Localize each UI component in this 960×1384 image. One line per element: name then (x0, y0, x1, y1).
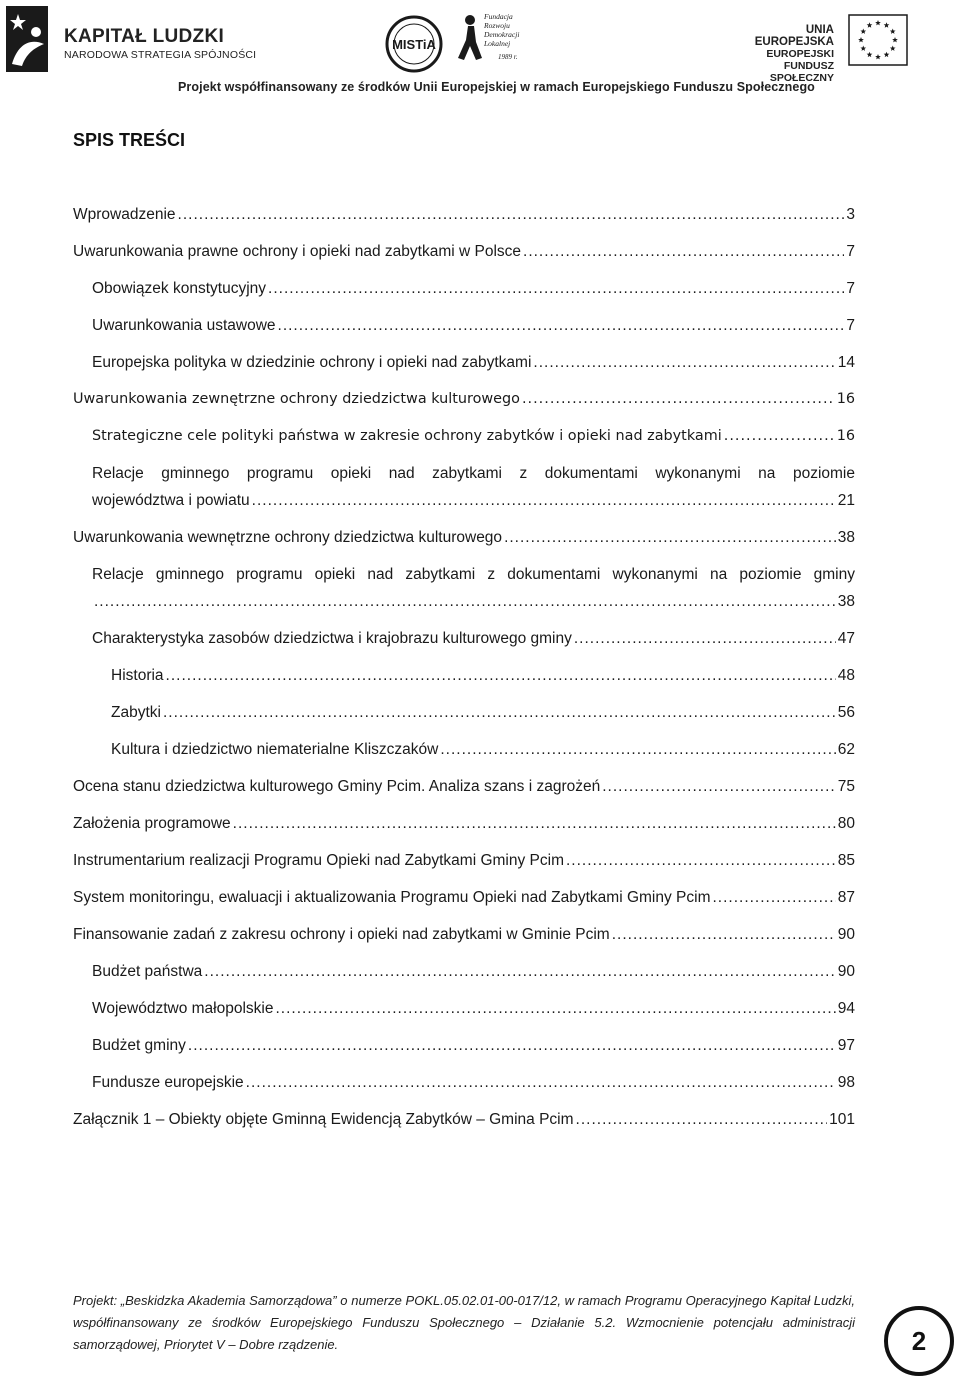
eu-star-icon (867, 22, 873, 27)
toc-entry-voivodeship[interactable] (92, 1000, 855, 1018)
toc-entry-page: 38 (837, 529, 855, 546)
eu-star-icon (890, 46, 896, 51)
toc-entry-page: 101 (829, 1111, 855, 1128)
eu-star-icon (892, 37, 898, 42)
toc-entry-monuments[interactable] (111, 704, 855, 722)
toc-leader-dots (523, 243, 844, 261)
toc-entry-instruments[interactable] (73, 852, 855, 870)
toc-entry-page: 90 (837, 926, 855, 943)
toc-entry-strategic-goals[interactable] (92, 428, 855, 444)
toc-entry-european-funds[interactable] (92, 1074, 855, 1092)
toc-entry-title: Kultura i dziedzictwo niematerialne Kliszczaków (111, 741, 439, 758)
eu-star-icon (884, 52, 890, 57)
toc-entry-title: Ocena stanu dziedzictwa kulturowego Gminy Pcim. Analiza szans i zagrożeń (73, 778, 601, 795)
toc-entry-constitutional-duty[interactable] (92, 280, 855, 298)
toc-entry-external-conditions[interactable] (73, 391, 855, 407)
toc-entry-page: 38 (837, 593, 855, 610)
toc-entry-relations-commune[interactable] (92, 593, 855, 611)
toc-entry-page: 21 (837, 492, 855, 509)
toc-entry-title: Uwarunkowania prawne ochrony i opieki nad zabytkami w Polsce (73, 243, 522, 260)
toc-leader-dots (566, 852, 836, 870)
toc-entry-title: Strategiczne cele polityki państwa w zakresie ochrony zabytków i opieki nad zabytkami (92, 428, 722, 444)
toc-entry-legal-conditions[interactable] (73, 243, 855, 261)
toc-leader-dots (178, 206, 845, 224)
toc-entry-title: Województwo małopolskie (92, 1000, 274, 1017)
frdl-line-1: Fundacja (484, 12, 513, 21)
toc-entry-title: Budżet gminy (92, 1037, 186, 1054)
header-banner: Projekt współfinansowany ze środków Unii Europejskiej w ramach Europejskiego Funduszu Społecznego (178, 80, 815, 94)
toc-entry-title: Finansowanie zadań z zakresu ochrony i opieki nad zabytkami w Gminie Pcim (73, 926, 610, 943)
toc-leader-dots (522, 391, 835, 407)
toc-entry-european-policy[interactable] (92, 354, 855, 372)
toc-entry-title: Budżet państwa (92, 963, 203, 980)
toc-entry-intangible-heritage[interactable] (111, 741, 855, 759)
toc-entry-monitoring-system[interactable] (73, 889, 855, 907)
toc-entry-title: województwa i powiatu (92, 492, 250, 509)
eu-flag-stars-icon (848, 14, 908, 66)
eu-star-icon (867, 52, 873, 57)
toc-entry-title: Uwarunkowania wewnętrzne ochrony dziedzictwa kulturowego (73, 529, 503, 546)
eu-star-icon (890, 29, 896, 34)
toc-entry-title: Europejska polityka w dziedzinie ochrony i opieki nad zabytkami (92, 354, 532, 371)
toc-entry-title: Uwarunkowania zewnętrzne ochrony dziedzictwa kulturowego (73, 391, 520, 407)
toc-leader-dots (533, 354, 835, 372)
page-header (0, 0, 960, 100)
toc-entry-wrapline: Relacje gminnego programu opieki nad zabytkami z dokumentami wykonanymi na poziomie gminy (92, 566, 855, 583)
toc-entry-financing[interactable] (73, 926, 855, 944)
frdl-name (484, 12, 546, 48)
toc-entry-title: Charakterystyka zasobów dziedzictwa i krajobrazu kulturowego gminy (92, 630, 572, 647)
toc-entry-page: 85 (837, 852, 855, 869)
toc-leader-dots (188, 1037, 836, 1055)
eu-text (726, 24, 834, 84)
toc-entry-title: System monitoringu, ewaluacji i aktualizowania Programu Opieki nad Zabytkami Gminy Pcim (73, 889, 711, 906)
toc-entry-appendix-1[interactable] (73, 1111, 855, 1129)
footer-project-info: Projekt: „Beskidzka Akademia Samorządowa” o numerze POKL.05.02.01-00-017/12, w ramach Programu Operacyjnego Kapitał Ludzki, współfinansowany ze środków Europejskiego Funduszu Społecznego – Działanie 5.2. Wzmocnienie potencjału administracji samorządowej, Priorytet V – Dobre rządzenie. (73, 1293, 855, 1352)
eu-line-1: UNIA EUROPEJSKA (754, 24, 834, 48)
eu-line-3: FUNDUSZ SPOŁECZNY (769, 60, 834, 84)
toc-entry-program-assumptions[interactable] (73, 815, 855, 833)
toc-entry-page: 7 (846, 243, 855, 260)
toc-leader-dots (574, 630, 836, 648)
toc-entry-page: 90 (837, 963, 855, 980)
toc-entry-statutory-conditions[interactable] (92, 317, 855, 335)
eu-line-2: EUROPEJSKI (766, 48, 834, 60)
toc-leader-dots (233, 815, 836, 833)
kapital-ludzki-subtitle: NARODOWA STRATEGIA SPÓJNOŚCI (64, 49, 257, 61)
toc-entry-title: Fundusze europejskie (92, 1074, 244, 1091)
toc-leader-dots (163, 704, 836, 722)
toc-entry-page: 97 (837, 1037, 855, 1054)
toc-entry-title: Historia (111, 667, 164, 684)
toc-leader-dots (268, 280, 844, 298)
eu-star-icon (860, 46, 866, 51)
toc-leader-dots (252, 492, 836, 510)
toc-entry-history[interactable] (111, 667, 855, 685)
page-number: 2 (911, 1325, 927, 1356)
toc-entry-page: 3 (846, 206, 855, 223)
toc-leader-dots (278, 317, 845, 335)
frdl-year: 1989 r. (498, 53, 518, 61)
toc-entry-title: Załącznik 1 – Obiekty objęte Gminną Ewidencją Zabytków – Gmina Pcim (73, 1111, 574, 1128)
page-number-badge (884, 1306, 954, 1376)
toc-entry-heritage-resources[interactable] (92, 630, 855, 648)
toc-heading: SPIS TREŚCI (73, 130, 186, 150)
mistia-logo (384, 14, 444, 74)
toc-entry-page: 7 (846, 280, 855, 297)
toc-entry-page: 56 (837, 704, 855, 721)
toc-entry-internal-conditions[interactable] (73, 529, 855, 547)
toc-leader-dots (602, 778, 836, 796)
toc-leader-dots (576, 1111, 828, 1129)
eu-star-icon (875, 20, 881, 25)
toc-leader-dots (504, 529, 836, 547)
toc-leader-dots (440, 741, 835, 759)
toc-leader-dots (94, 593, 836, 611)
toc-entry-page: 14 (837, 354, 855, 371)
toc-entry-wrapline: Relacje gminnego programu opieki nad zabytkami z dokumentami wykonanymi na poziomie (92, 465, 855, 482)
frdl-logo (456, 10, 546, 70)
walking-figure-icon (456, 14, 482, 64)
toc-leader-dots (204, 963, 835, 981)
eu-star-icon (860, 29, 866, 34)
toc-entry-title: Uwarunkowania ustawowe (92, 317, 276, 334)
toc-entry-page: 7 (846, 317, 855, 334)
toc-entry-title: Zabytki (111, 704, 161, 721)
eu-star-icon (858, 37, 864, 42)
toc-entry-introduction[interactable] (73, 206, 855, 224)
kapital-ludzki-logo (4, 4, 50, 74)
toc-entry-relations-voivodeship[interactable] (92, 492, 855, 510)
toc-entry-title: Instrumentarium realizacji Programu Opieki nad Zabytkami Gminy Pcim (73, 852, 564, 869)
toc-leader-dots (712, 889, 835, 907)
frdl-line-2: Rozwoju (484, 21, 510, 30)
toc-entry-state-budget[interactable] (92, 963, 855, 981)
kapital-ludzki-title: KAPITAŁ LUDZKI (64, 26, 225, 47)
toc-leader-dots (276, 1000, 836, 1018)
toc-entry-title: Wprowadzenie (73, 206, 176, 223)
mistia-label: MISTiA (392, 37, 436, 52)
toc-entry-page: 80 (837, 815, 855, 832)
toc-entry-assessment-swot[interactable] (73, 778, 855, 796)
toc-entry-page: 16 (836, 428, 855, 444)
eu-star-icon (875, 54, 881, 59)
toc-leader-dots (724, 428, 835, 444)
toc-entry-title: Założenia programowe (73, 815, 231, 832)
toc-leader-dots (612, 926, 836, 944)
frdl-line-3: Demokracji Lokalnej (484, 30, 520, 48)
eu-star-icon (884, 22, 890, 27)
toc-entry-commune-budget[interactable] (92, 1037, 855, 1055)
toc-leader-dots (246, 1074, 836, 1092)
toc-entry-title: Obowiązek konstytucyjny (92, 280, 267, 297)
toc-entry-page: 47 (837, 630, 855, 647)
toc-entry-page: 62 (837, 741, 855, 758)
toc-entry-page: 94 (837, 1000, 855, 1017)
toc-entry-page: 98 (837, 1074, 855, 1091)
toc-entry-page: 75 (837, 778, 855, 795)
toc-leader-dots (166, 667, 836, 685)
toc-entry-page: 87 (837, 889, 855, 906)
toc-entry-page: 16 (836, 391, 855, 407)
toc-entry-page: 48 (837, 667, 855, 684)
